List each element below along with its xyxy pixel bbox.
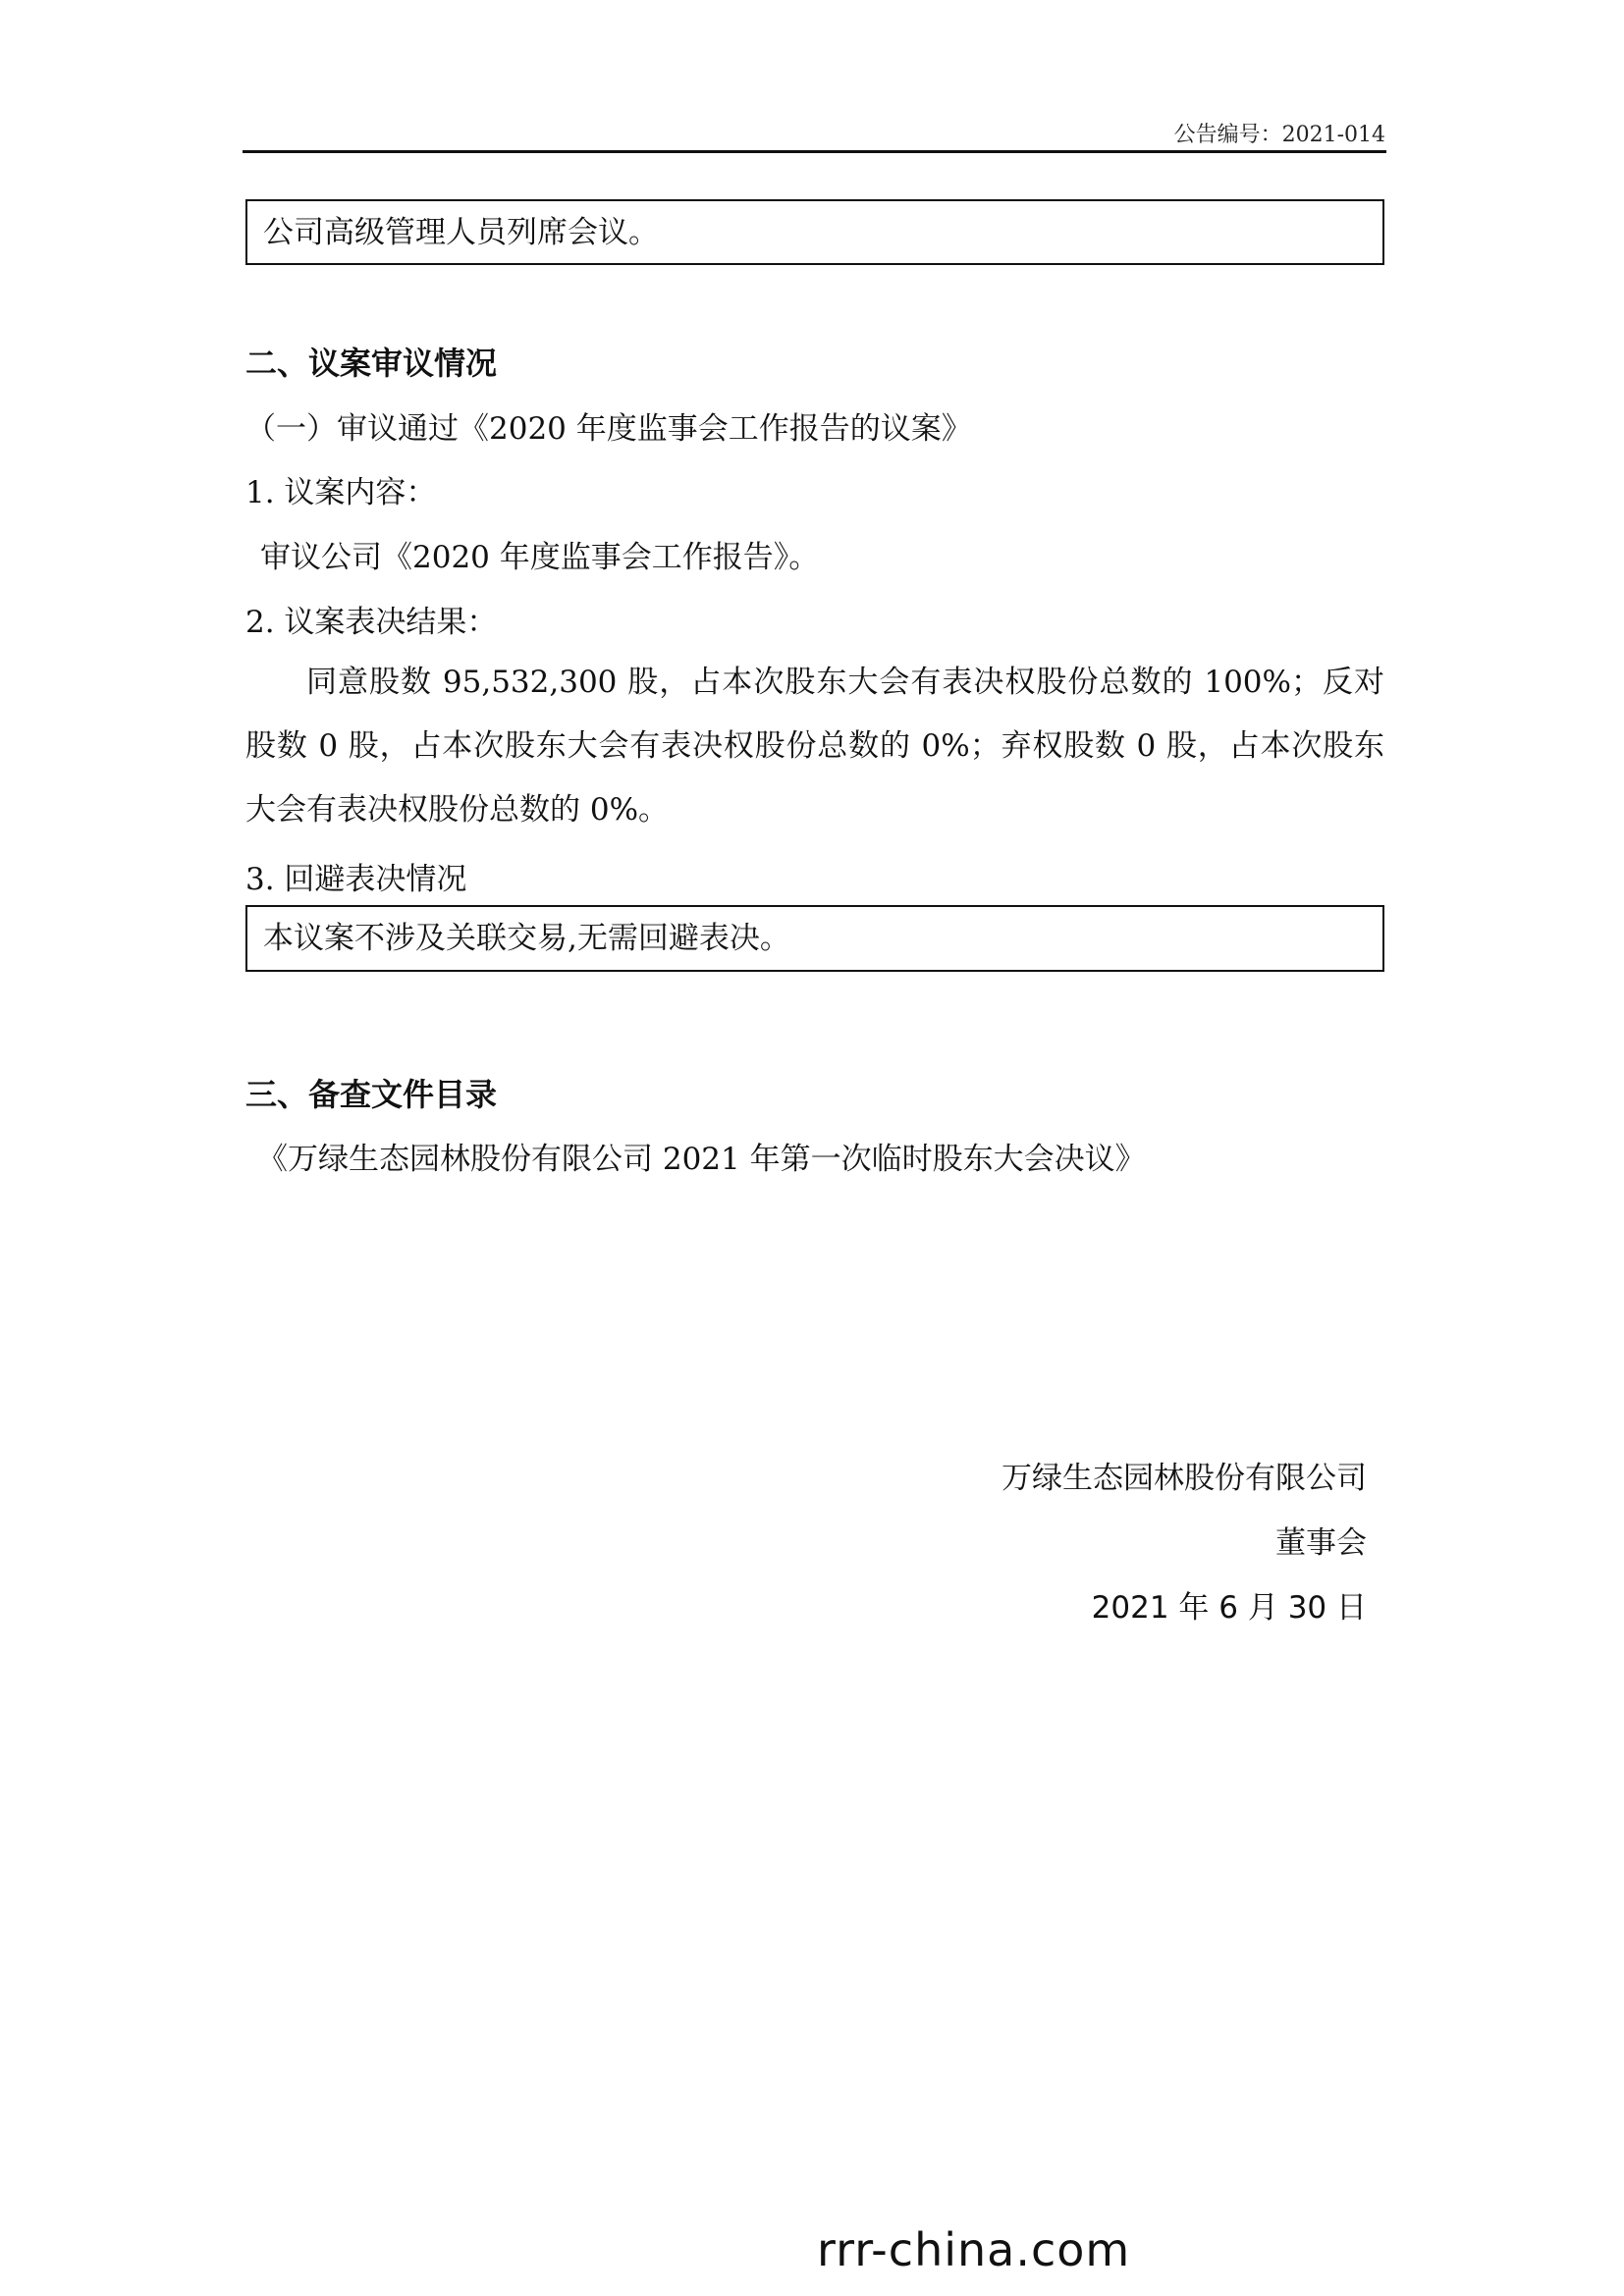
item2-label: 2. 议案表决结果： — [245, 605, 498, 640]
attendance-box: 公司高级管理人员列席会议。 — [245, 199, 1384, 265]
header-divider — [243, 150, 1386, 153]
item1-content: 审议公司《2020 年度监事会工作报告》。 — [260, 540, 820, 575]
footer-watermark: rrr-china.com — [817, 2223, 1131, 2276]
announcement-number: 公告编号：2021-014 — [1173, 123, 1385, 147]
proposal-subtitle: （一）审议通过《2020 年度监事会工作报告的议案》 — [245, 411, 972, 447]
signature-board: 董事会 — [1275, 1525, 1367, 1561]
recusal-box: 本议案不涉及关联交易,无需回避表决。 — [245, 905, 1384, 972]
reference-document: 《万绿生态园林股份有限公司 2021 年第一次临时股东大会决议》 — [257, 1142, 1146, 1177]
section3-heading: 三、备查文件目录 — [245, 1076, 498, 1113]
item1-label: 1. 议案内容： — [245, 475, 437, 510]
voting-result-paragraph: 同意股数 95,532,300 股，占本次股东大会有表决权股份总数的 100%；反对股数 0 股，占本次股东大会有表决权股份总数的 0%；弃权股数 0 股，占本次股东大会有表决权股份总数的 0%。 — [245, 665, 1384, 828]
signature-date: 2021 年 6 月 30 日 — [1091, 1590, 1367, 1626]
section2-heading: 二、议案审议情况 — [245, 345, 498, 382]
item3-label: 3. 回避表决情况 — [245, 862, 467, 897]
signature-company: 万绿生态园林股份有限公司 — [1001, 1461, 1367, 1496]
